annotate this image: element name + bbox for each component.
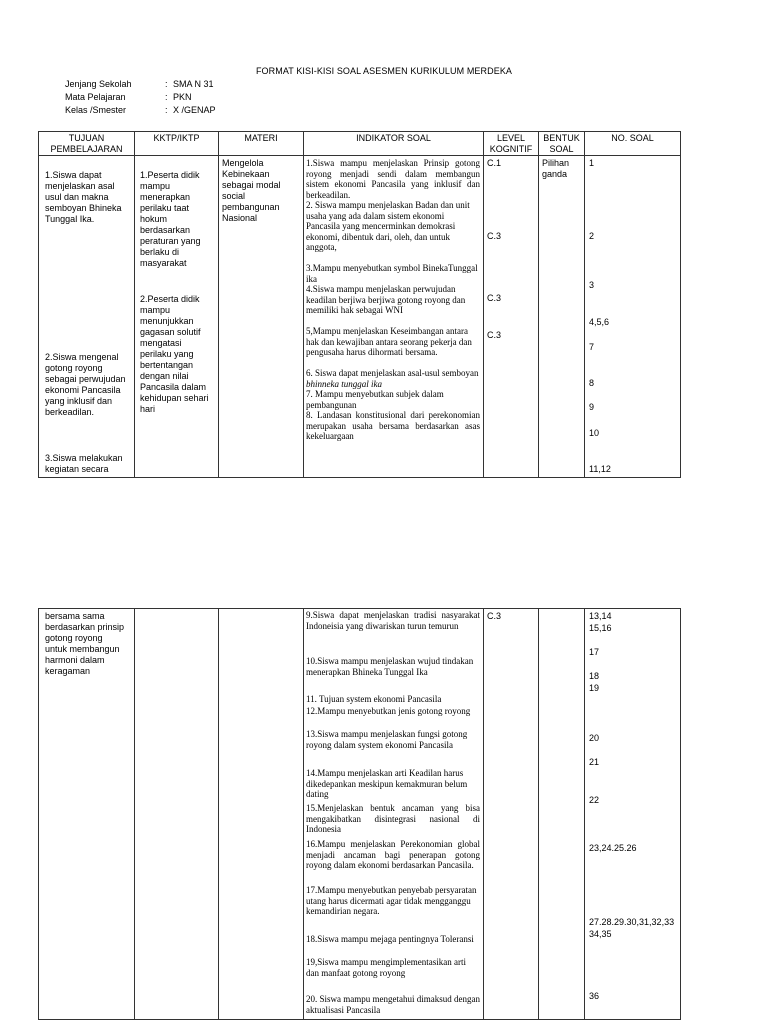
indikator-cell [304, 156, 484, 478]
indikator-item: 17.Mampu menyebutkan penyebab persyaratan utang harus dicermati agar tidak mengganggu kemandirian negara. [306, 885, 477, 916]
level-cell [484, 609, 539, 1020]
indikator-item: 11. Tujuan system ekonomi Pancasila [306, 694, 442, 704]
indikator-italic: bhinneka tunggal ika [306, 378, 382, 389]
meta-label: Kelas /Smester [65, 105, 127, 115]
header-materi: MATERI [219, 132, 304, 156]
meta-value: SMA N 31 [173, 79, 214, 89]
indikator-item: 20. Siswa mampu mengetahui dimaksud dengan aktualisasi Pancasila [306, 994, 480, 1015]
kktp-cell [135, 609, 219, 1020]
meta-label: Jenjang Sekolah [65, 79, 132, 89]
no-soal-item: 10 [589, 428, 600, 438]
header-indikator: INDIKATOR SOAL [304, 132, 484, 156]
materi-cell [219, 609, 304, 1020]
kisi-kisi-table-page-2 [38, 608, 681, 1020]
header-kktp: KKTP/IKTP [135, 132, 219, 156]
no-soal-item: 13,14 [589, 611, 612, 621]
header-level: LEVEL KOGNITIF [484, 132, 539, 156]
meta-colon: : [165, 92, 168, 102]
tujuan-item: 2.Siswa mengenal gotong royong sebagai perwujudan ekonomi Pancasila yang inklusif dan berkeadilan. [45, 352, 126, 417]
header-bentuk: BENTUK SOAL [539, 132, 585, 156]
meta-value: X /GENAP [173, 105, 216, 115]
no-soal-item: 20 [589, 733, 600, 743]
level-cell [484, 156, 539, 478]
materi-text: Mengelola Kebinekaan sebagai modal social pembangunan Nasional [222, 158, 281, 223]
no-soal-item: 34,35 [589, 929, 612, 939]
indikator-item: 3.Mampu menyebutkan symbol BinekaTunggal ika [306, 263, 478, 284]
indikator-cell [304, 609, 484, 1020]
indikator-item: 10.Siswa mampu menjelaskan wujud tindakan menerapkan Bhineka Tunggal Ika [306, 656, 474, 677]
kisi-kisi-table-page-1 [38, 131, 681, 478]
level-item: C.1 [487, 158, 502, 168]
indikator-item: 19,Siswa mampu mengimplementasikan arti dan manfaat gotong royong [306, 957, 466, 978]
tujuan-item: bersama sama berdasarkan prinsip gotong royong untuk membangun harmoni dalam keragaman [45, 611, 125, 676]
no-soal-item: 7 [589, 342, 595, 352]
no-soal-item: 18 [589, 671, 600, 681]
header-no: NO. SOAL [585, 132, 681, 156]
indikator-item: 8. Landasan konstitusional dari perekonomian merupakan usaha bersama berdasarkan asas kekeluargaan [306, 410, 480, 441]
no-soal-item: 23,24.25.26 [589, 843, 637, 853]
tujuan-cell [39, 609, 135, 1020]
tujuan-item: 1.Siswa dapat menjelaskan asal usul dan makna semboyan Bhineka Tunggal Ika. [45, 170, 122, 224]
indikator-item: 1.Siswa mampu menjelaskan Prinsip gotong royong menjadi sendi dalam membangun sistem ekonomi Pancasila yang inklusif dan berkeadilan. [306, 158, 480, 200]
no-soal-item: 36 [589, 991, 600, 1001]
no-soal-item: 17 [589, 647, 600, 657]
bentuk-cell [539, 609, 585, 1020]
materi-cell [219, 156, 304, 478]
bentuk-text: Pilihan ganda [542, 158, 570, 179]
indikator-item: 9.Siswa dapat menjelaskan tradisi nasyarakat Indoneisia yang diwariskan turun temurun [306, 610, 480, 631]
no-soal-item: 11,12 [589, 464, 611, 474]
no-soal-cell [585, 609, 681, 1020]
bentuk-cell [539, 156, 585, 478]
no-soal-item: 2 [589, 231, 595, 241]
level-item: C.3 [487, 611, 502, 621]
no-soal-item: 27.28.29.30,31,32,33 [589, 917, 675, 927]
kktp-cell [135, 156, 219, 478]
document-title: FORMAT KISI-KISI SOAL ASESMEN KURIKULUM MERDEKA [255, 66, 513, 76]
no-soal-item: 3 [589, 280, 595, 290]
indikator-item: 7. Mampu menyebutkan subjek dalam pembangunan [306, 389, 444, 410]
indikator-item: 15.Menjelaskan bentuk ancaman yang bisa mengakibatkan disintegrasi nasional di Indonesia [306, 803, 480, 834]
indikator-item: 5,Mampu menjelaskan Keseimbangan antara hak dan kewajiban antara seorang pekerja dan pengusaha harus dihormati bersama. [306, 326, 472, 357]
no-soal-item: 21 [589, 757, 600, 767]
indikator-item: 6. Siswa dapat menjelaskan asal-usul semboyan bhinneka tunggal ika [306, 368, 479, 389]
no-soal-item: 15,16 [589, 623, 612, 633]
meta-value: PKN [173, 92, 192, 102]
indikator-item: 12.Mampu menyebutkan jenis gotong royong [306, 706, 471, 716]
indikator-item: 18.Siswa mampu mejaga pentingnya Toleransi [306, 934, 474, 944]
indikator-item: 4.Siswa mampu menjelaskan perwujudan keadilan berjiwa berjiwa gotong royong dan memiliki hak sebagai WNI [306, 284, 466, 315]
meta-colon: : [165, 105, 168, 115]
header-tujuan: TUJUAN PEMBELAJARAN [39, 132, 135, 156]
tujuan-cell [39, 156, 135, 478]
meta-label: Mata Pelajaran [65, 92, 126, 102]
indikator-item: 2. Siswa mampu menjelaskan Badan dan unit usaha yang ada dalam sistem ekonomi Pancasila yang mencerminkan demokrasi ekonomi, dibentuk dari, oleh, dan untuk anggota, [306, 200, 470, 252]
no-soal-item: 8 [589, 378, 595, 388]
indikator-item: 16.Mampu menjelaskan Perekonomian global menjadi ancaman bagi penerapan gotong royong dalam ekonomi berdasarkan Pancasila. [306, 839, 480, 870]
no-soal-cell [585, 156, 681, 478]
tujuan-item: 3.Siswa melakukan kegiatan secara [45, 453, 123, 474]
no-soal-item: 4,5,6 [589, 317, 610, 327]
level-item: C.3 [487, 231, 502, 241]
meta-colon: : [165, 79, 168, 89]
no-soal-item: 22 [589, 795, 600, 805]
level-item: C.3 [487, 293, 502, 303]
no-soal-item: 1 [589, 158, 595, 168]
no-soal-item: 9 [589, 402, 595, 412]
kktp-item: 1.Peserta didik mampu menerapkan perilaku taat hokum berdasarkan peraturan yang berlaku di masyarakat [140, 170, 201, 268]
level-item: C.3 [487, 330, 502, 340]
indikator-item: 14.Mampu menjelaskan arti Keadilan harus dikedepankan meskipun kemakmuran belum dating [306, 768, 468, 799]
no-soal-item: 19 [589, 683, 600, 693]
kktp-item: 2.Peserta didik mampu menunjukkan gagasan solutif mengatasi perilaku yang bertentangan dengan nilai Pancasila dalam kehidupan sehari hari [140, 294, 209, 414]
indikator-item: 13.Siswa mampu menjelaskan fungsi gotong royong dalam system ekonomi Pancasila [306, 729, 468, 750]
